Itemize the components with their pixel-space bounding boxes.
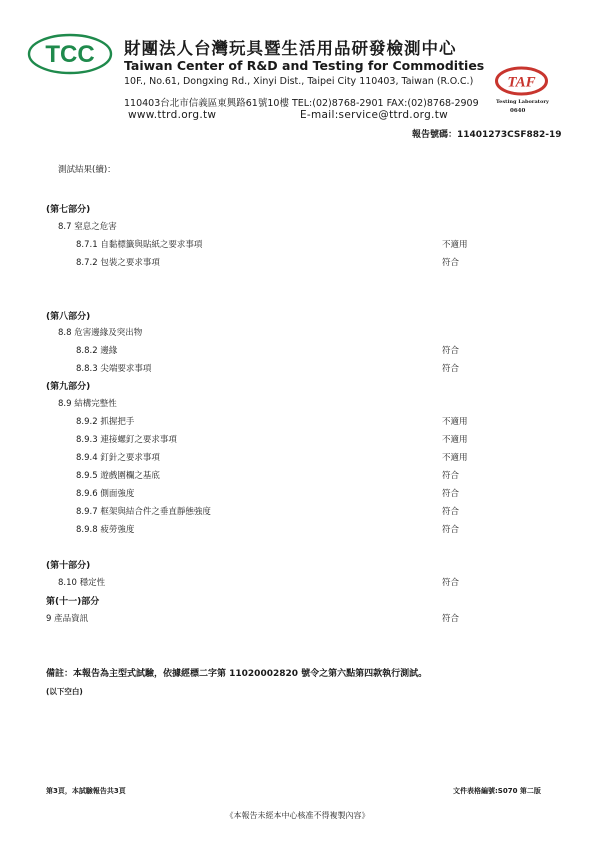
clause-result: 符合 xyxy=(442,346,460,356)
clause-item: 8.9.7 框架與結合件之垂直靜態強度 xyxy=(76,507,211,517)
address-english: 10F., No.61, Dongxing Rd., Xinyi Dist., Taipei City 110403, Taiwan (R.O.C.) xyxy=(124,76,474,87)
remark-note: 備註：本報告為主型式試驗，依據經標二字第 11020002820 號令之第六點第四款執行測試。 xyxy=(46,669,428,679)
clause-item: 8.8.2 邊緣 xyxy=(76,346,118,356)
clause-heading: 8.10 穩定性 xyxy=(58,578,106,588)
clause-result: 符合 xyxy=(442,614,460,624)
clause-heading: 9 產品資訊 xyxy=(46,614,89,624)
clause-result: 符合 xyxy=(442,258,460,268)
clause-result: 不適用 xyxy=(442,240,468,250)
blank-below-note: (以下空白) xyxy=(46,687,83,696)
clause-heading: 8.8 危害邊緣及突出物 xyxy=(58,328,143,338)
website: www.ttrd.org.tw xyxy=(128,109,217,121)
clause-item: 8.8.3 尖端要求事項 xyxy=(76,364,152,374)
clause-result: 符合 xyxy=(442,578,460,588)
section-heading: (第七部分) xyxy=(46,205,91,215)
clause-result: 符合 xyxy=(442,525,460,535)
org-name-chinese: 財團法人台灣玩具暨生活用品研發檢測中心 xyxy=(124,39,457,58)
clause-item: 8.9.5 遊戲圍欄之基底 xyxy=(76,471,160,481)
clause-item: 8.9.2 抓握把手 xyxy=(76,417,135,427)
clause-item: 8.9.3 連接螺釘之要求事項 xyxy=(76,435,177,445)
clause-item: 8.7.1 自黏標籤與貼紙之要求事項 xyxy=(76,240,203,250)
clause-result: 符合 xyxy=(442,364,460,374)
taf-number: 0640 xyxy=(510,108,526,114)
section-heading: (第八部分) xyxy=(46,312,91,322)
address-chinese-contact: 110403台北市信義區東興路61號10樓 TEL:(02)8768-2901 FAX:(02)8768-2909 xyxy=(124,98,479,109)
taf-logo xyxy=(494,66,549,96)
section-heading: 第(十一)部分 xyxy=(46,597,100,607)
clause-item: 8.9.8 疲勞強度 xyxy=(76,525,135,535)
page-info: 第3頁，本試驗報告共3頁 xyxy=(46,787,126,795)
clause-heading: 8.9 結構完整性 xyxy=(58,399,117,409)
clause-result: 不適用 xyxy=(442,417,468,427)
clause-result: 符合 xyxy=(442,471,460,481)
clause-heading: 8.7 窒息之危害 xyxy=(58,222,117,232)
clause-item: 8.9.4 釘針之要求事項 xyxy=(76,453,160,463)
tcc-logo-text: TCC xyxy=(45,41,95,68)
form-code: 文件表格編號:S070 第二版 xyxy=(453,787,541,795)
section-heading: (第十部分) xyxy=(46,561,91,571)
section-heading: (第九部分) xyxy=(46,382,91,392)
clause-item: 8.9.6 側面強度 xyxy=(76,489,135,499)
clause-result: 符合 xyxy=(442,507,460,517)
clause-result: 符合 xyxy=(442,489,460,499)
copy-notice: 《本報告未經本中心核准不得複製內容》 xyxy=(225,811,370,820)
clause-item: 8.7.2 包裝之要求事項 xyxy=(76,258,160,268)
report-number: 報告號碼：11401273CSF882-19 xyxy=(412,130,562,140)
email: E-mail:service@ttrd.org.tw xyxy=(300,109,449,121)
clause-result: 不適用 xyxy=(442,453,468,463)
org-name-english: Taiwan Center of R&D and Testing for Commodities xyxy=(124,58,485,73)
taf-logo-text: TAF xyxy=(507,74,536,91)
intro-text: 測試結果(續)： xyxy=(58,165,116,175)
clause-result: 不適用 xyxy=(442,435,468,445)
tcc-logo xyxy=(27,33,113,75)
taf-caption: Testing Laboratory xyxy=(496,99,549,105)
